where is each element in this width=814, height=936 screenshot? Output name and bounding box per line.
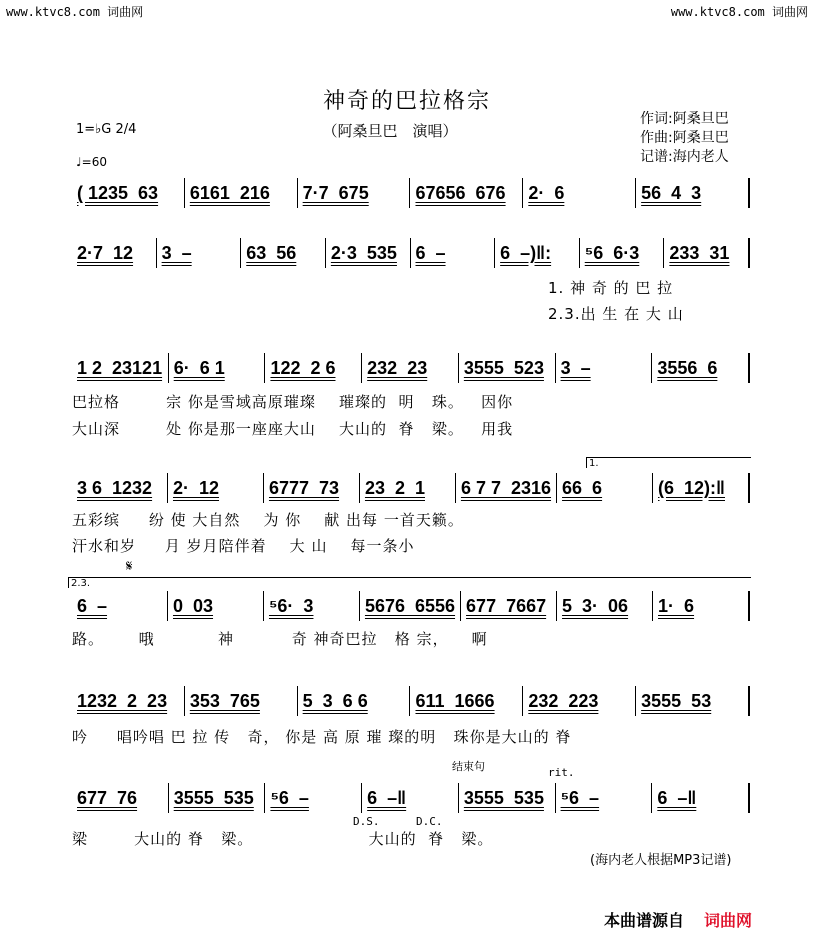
transcriber-note: (海内老人根据MP3记谱) [590, 853, 732, 868]
measure: ⁵6 6·3 [580, 238, 665, 268]
volta-2-3: 2.3. [68, 577, 751, 588]
measure: 5 3 6 6 [298, 686, 411, 716]
notation-row [72, 593, 750, 619]
lyric-line: 吟 唱吟唱 巴 拉 传 奇， 你是 高 原 璀 璨的明 珠你是大山的 脊 [72, 728, 572, 746]
measure: ⁵6 – [556, 783, 653, 813]
measure: ⁵6· 3 [264, 591, 360, 621]
measure: 2· 12 [168, 473, 264, 503]
measure: ⁵6 – [265, 783, 362, 813]
dc-mark: D.C. [416, 815, 443, 828]
measure: 0 03 [168, 591, 264, 621]
measure: 2·7 12 [72, 238, 157, 268]
measure: 3555 53 [636, 686, 750, 716]
measure: 7·7 675 [298, 178, 411, 208]
measure: 232 23 [362, 353, 459, 383]
lyric-line: 巴拉格 宗 你是雪域高原璀璨 璀璨的 明 珠。 因你 [72, 393, 514, 411]
measure: 66 6 [557, 473, 653, 503]
footer-text: 本曲谱源自 [604, 911, 685, 930]
measure: 6 –‖ [362, 783, 459, 813]
rit-mark: rit. [548, 766, 575, 779]
measure: 5676 6556 [360, 591, 461, 621]
lyricist: 作词:阿桑旦巴 [640, 111, 729, 127]
measure: ( 1235 63 [72, 178, 185, 208]
measure: 6· 6 1 [169, 353, 266, 383]
ds-mark: D.S. [353, 815, 380, 828]
measure: 56 4 3 [636, 178, 750, 208]
measure: 122 2 6 [265, 353, 362, 383]
ending-label: 结束句 [452, 760, 485, 773]
measure: 3555 535 [459, 783, 556, 813]
measure: 3556 6 [652, 353, 750, 383]
lyric-line: 2.3.出 生 在 大 山 [548, 305, 684, 323]
measure: 611 1666 [410, 686, 523, 716]
segno-sign: 𝄋 [126, 557, 133, 575]
measure: 677 76 [72, 783, 169, 813]
measure: 6 – [72, 591, 168, 621]
measure: 63 56 [241, 238, 326, 268]
watermark-right: www.ktvc8.com 词曲网 [670, 5, 808, 19]
measure: 6 –)‖: [495, 238, 580, 268]
notation-row [72, 785, 750, 811]
key-signature: 1=♭G 2/4 [76, 122, 137, 137]
measure: 1· 6 [653, 591, 750, 621]
measure: 232 223 [523, 686, 636, 716]
measure: 3555 523 [459, 353, 556, 383]
credits [640, 110, 729, 167]
measure: 2· 6 [523, 178, 636, 208]
measure: 3 – [157, 238, 242, 268]
lyric-line: 梁 大山的 脊 梁。 大山的 脊 梁。 [72, 830, 494, 848]
measure: 67656 676 [410, 178, 523, 208]
notation-row [72, 688, 750, 714]
measure: 353 765 [185, 686, 298, 716]
measure: 677 7667 [461, 591, 557, 621]
singer: （阿桑旦巴 演唱） [322, 122, 458, 140]
footer-brand[interactable]: 词曲网 [704, 911, 753, 930]
lyric-line: 大山深 处 你是那一座座大山 大山的 脊 梁。 用我 [72, 420, 514, 438]
lyric-line: 路。 哦 神 奇 神奇巴拉 格 宗， 啊 [72, 630, 488, 648]
transcriber: 记谱:海内老人 [640, 149, 729, 165]
measure: (6 12):‖ [653, 473, 750, 503]
measure: 6 –‖ [652, 783, 750, 813]
measure: 6 7 7 2316 [456, 473, 557, 503]
measure: 5 3· 06 [557, 591, 653, 621]
footer [604, 908, 752, 931]
measure: 6777 73 [264, 473, 360, 503]
tempo: ♩=60 [76, 155, 107, 169]
measure: 2·3 535 [326, 238, 411, 268]
measure: 1 2 23121 [72, 353, 169, 383]
measure: 23 2 1 [360, 473, 456, 503]
lyric-line: 1. 神 奇 的 巴 拉 [548, 279, 674, 297]
lyric-line: 五彩缤 纷 使 大自然 为 你 献 出每 一首天籁。 [72, 511, 464, 529]
notation-row [72, 475, 750, 501]
notation-row [72, 240, 750, 266]
measure: 3 6 1232 [72, 473, 168, 503]
measure: 6 – [411, 238, 496, 268]
measure: 3555 535 [169, 783, 266, 813]
measure: 233 31 [664, 238, 750, 268]
measure: 3 – [556, 353, 653, 383]
measure: 1232 2 23 [72, 686, 185, 716]
composer: 作曲:阿桑旦巴 [640, 130, 729, 146]
song-title: 神奇的巴拉格宗 [322, 89, 491, 114]
measure: 6161 216 [185, 178, 298, 208]
notation-row [72, 355, 750, 381]
lyric-line: 汗水和岁 月 岁月陪伴着 大 山 每一条小 [72, 537, 415, 555]
notation-row [72, 180, 750, 206]
watermark-left: www.ktvc8.com 词曲网 [6, 5, 144, 19]
volta-1: 1. [586, 457, 751, 468]
